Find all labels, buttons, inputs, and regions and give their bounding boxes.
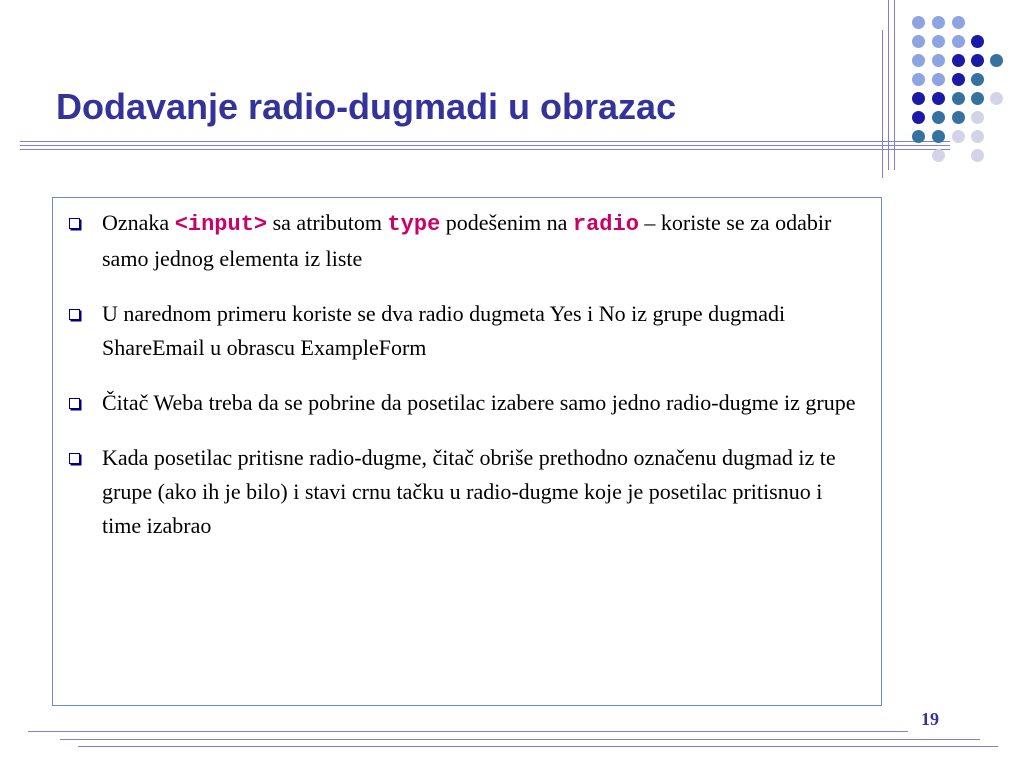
decor-dot xyxy=(912,130,925,143)
bullet-text: sa atributom xyxy=(267,210,388,235)
decor-dot xyxy=(932,149,945,162)
bullet-text: Kada posetilac pritisne radio-dugme, čitač obriše prethodno označenu dugmad iz te grupe (ako ih je bilo) i stavi crnu tačku u radio-dugme koje je posetilac pritisnuo i time izabrao xyxy=(102,445,836,538)
bullet-item xyxy=(65,386,865,420)
decor-dot xyxy=(952,111,965,124)
footer-rule xyxy=(78,746,998,747)
decor-dot xyxy=(912,16,925,29)
square-bullet-icon xyxy=(69,218,80,229)
square-bullet-icon xyxy=(69,309,80,320)
bullet-text: – koriste se za odabir samo jednog elementa iz liste xyxy=(102,210,832,271)
decor-dot xyxy=(932,73,945,86)
decor-dot xyxy=(971,73,984,86)
decor-dot xyxy=(932,16,945,29)
slide-title: Dodavanje radio-dugmadi u obrazac xyxy=(56,86,677,127)
code-input-tag: <input> xyxy=(174,212,268,237)
title-underline xyxy=(20,149,950,150)
title-underline xyxy=(20,141,950,142)
decor-dot xyxy=(912,73,925,86)
decor-dot xyxy=(952,16,965,29)
code-radio-value: radio xyxy=(572,212,639,237)
decor-vertical-rule xyxy=(888,0,889,170)
decor-dot xyxy=(952,73,965,86)
decor-dot xyxy=(952,54,965,67)
code-type-attribute: type xyxy=(387,212,441,237)
decor-dot xyxy=(971,130,984,143)
decor-dot xyxy=(912,35,925,48)
decor-dot xyxy=(971,92,984,105)
content-box xyxy=(52,197,882,706)
decor-dot xyxy=(971,54,984,67)
decor-dot xyxy=(912,54,925,67)
bullet-item xyxy=(65,441,865,543)
bullet-list xyxy=(65,206,865,564)
decor-dot xyxy=(932,130,945,143)
decor-vertical-rule xyxy=(882,30,883,178)
decor-dot xyxy=(932,92,945,105)
bullet-item xyxy=(65,297,865,365)
bullet-item xyxy=(65,206,865,276)
square-bullet-icon xyxy=(69,453,80,464)
bullet-text: podešenim na xyxy=(440,210,573,235)
bullet-text: Čitač Weba treba da se pobrine da posetilac izabere samo jedno radio-dugme iz grupe xyxy=(102,390,856,415)
decor-dot xyxy=(971,149,984,162)
bullet-text: U narednom primeru koriste se dva radio dugmeta Yes i No iz grupe dugmadi ShareEmail u obrascu ExampleForm xyxy=(102,301,786,360)
decor-dot xyxy=(952,130,965,143)
footer-rule xyxy=(28,731,908,732)
decor-dot xyxy=(952,35,965,48)
decor-dot xyxy=(932,111,945,124)
title-underline xyxy=(20,145,950,146)
decor-dot xyxy=(971,35,984,48)
decor-dot xyxy=(990,54,1003,67)
decor-dot xyxy=(912,111,925,124)
decor-dot xyxy=(912,92,925,105)
decor-vertical-rule xyxy=(894,0,895,170)
bullet-text: Oznaka xyxy=(102,210,175,235)
decor-dot xyxy=(932,35,945,48)
decor-dot xyxy=(990,92,1003,105)
square-bullet-icon xyxy=(69,398,80,409)
page-number: 19 xyxy=(921,709,939,729)
decor-dot xyxy=(952,92,965,105)
decor-dot xyxy=(971,111,984,124)
decor-dot xyxy=(932,54,945,67)
footer-rule xyxy=(60,739,980,740)
